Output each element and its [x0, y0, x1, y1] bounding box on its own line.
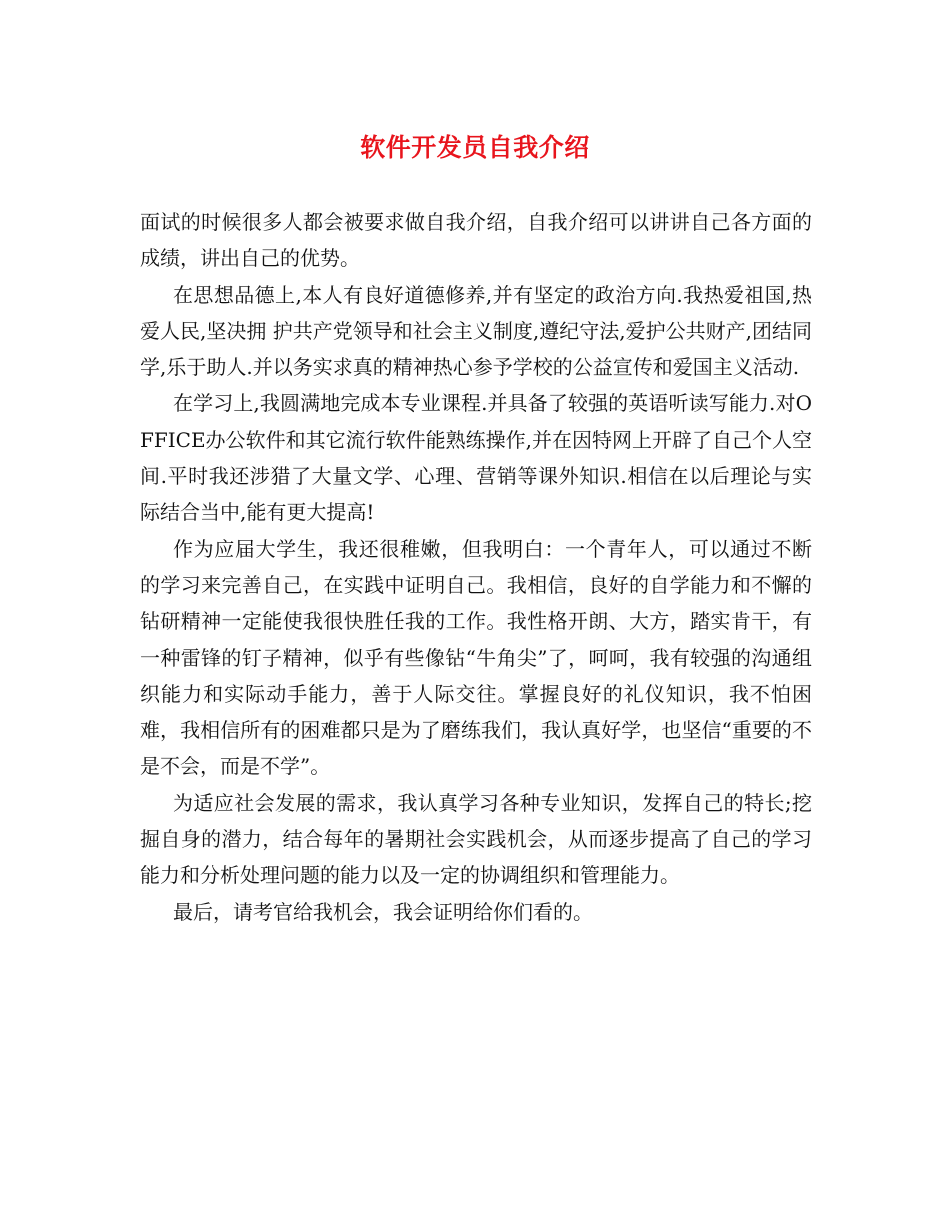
document-body — [140, 204, 812, 930]
paragraph-development: 为适应社会发展的需求，我认真学习各种专业知识，发挥自己的特长;挖掘自身的潜力，结合每年的暑期社会实践机会，从而逐步提高了自己的学习能力和分析处理问题的能力以及一定的协调组织和管理能力。 — [140, 790, 812, 888]
paragraph-closing: 最后，请考官给我机会，我会证明给你们看的。 — [173, 899, 593, 924]
paragraph-intro: 面试的时候很多人都会被要求做自我介绍，自我介绍可以讲讲自己各方面的成绩，讲出自己的优势。 — [140, 210, 812, 271]
paragraph-study: 在学习上,我圆满地完成本专业课程.并具备了较强的英语听读写能力.对OFFICE办公软件和其它流行软件能熟练操作,并在因特网上开辟了自己个人空间.平时我还涉猎了大量文学、心理、营销等课外知识.相信在以后理论与实际结合当中,能有更大提高! — [140, 391, 812, 525]
paragraph-personality: 作为应届大学生，我还很稚嫩，但我明白：一个青年人，可以通过不断的学习来完善自己，在实践中证明自己。我相信，良好的自学能力和不懈的钻研精神一定能使我很快胜任我的工作。我性格开朗、大方，踏实肯干，有一种雷锋的钉子精神，似乎有些像钻“牛角尖”了，呵呵，我有较强的沟通组织能力和实际动手能力，善于人际交往。掌握良好的礼仪知识，我不怕困难，我相信所有的困难都只是为了磨练我们，我认真好学，也坚信“重要的不是不会，而是不学”。 — [140, 536, 812, 779]
paragraph-moral-character: 在思想品德上,本人有良好道德修养,并有坚定的政治方向.我热爱祖国,热爱人民,坚决拥 护共产党领导和社会主义制度,遵纪守法,爱护公共财产,团结同学,乐于助人.并以务实求真的精神热心参予学校的公益宣传和爱国主义活动. — [140, 282, 812, 380]
document-title: 软件开发员自我介绍 — [360, 133, 590, 162]
